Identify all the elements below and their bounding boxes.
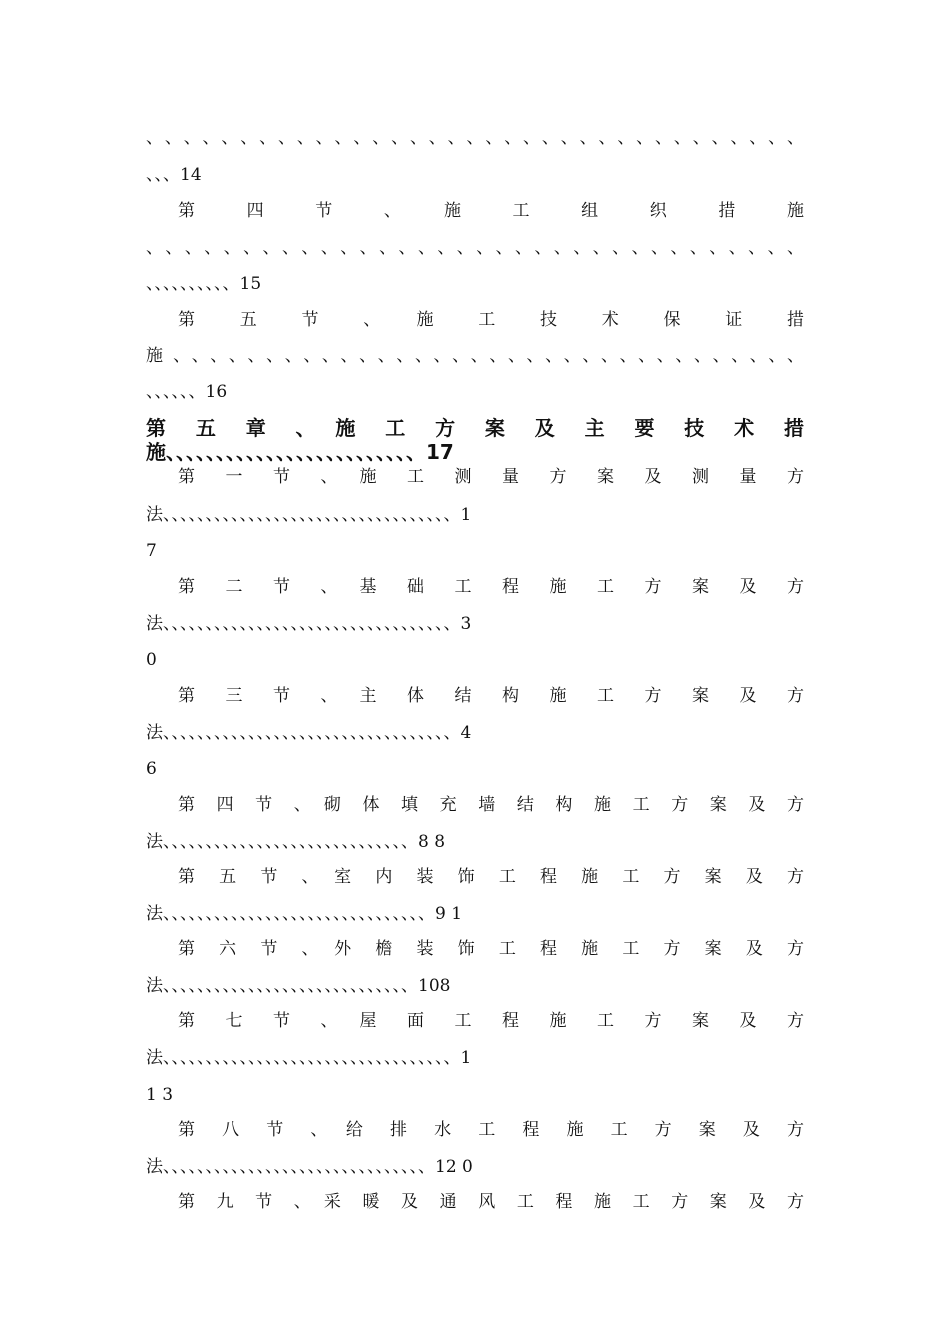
toc-line-24: 第 六 节 、 外 檐 装 饰 工 程 施 工 方 案 及 方 <box>178 939 804 959</box>
toc-line-28: 1 3 <box>146 1085 174 1105</box>
toc-line-14: 第 二 节 、 基 础 工 程 施 工 方 案 及 方 <box>178 577 804 597</box>
toc-line-22: 第 五 节 、 室 内 装 饰 工 程 施 工 方 案 及 方 <box>178 867 804 887</box>
toc-line-26: 第 七 节 、 屋 面 工 程 施 工 方 案 及 方 <box>178 1011 804 1031</box>
toc-line-27: 法、、、、、、、、、、、、、、、、、、、、、、、、、、、、、、、、、、1 <box>146 1048 472 1068</box>
toc-line-11: 第 一 节 、 施 工 测 量 方 案 及 测 量 方 <box>178 467 804 487</box>
toc-line-19: 6 <box>146 759 157 779</box>
toc-line-12: 法、、、、、、、、、、、、、、、、、、、、、、、、、、、、、、、、、、1 <box>146 505 472 525</box>
toc-line-15: 法、、、、、、、、、、、、、、、、、、、、、、、、、、、、、、、、、、3 <box>146 614 472 634</box>
toc-line-6: 第 五 节 、 施 工 技 术 保 证 措 <box>178 310 804 330</box>
toc-line-5: 、、、、、、、、、、15 <box>146 274 262 294</box>
toc-line-13: 7 <box>146 541 157 561</box>
chapter-heading: 第 五 章 、 施 工 方 案 及 主 要 技 术 措 <box>146 417 804 439</box>
toc-line-18: 法、、、、、、、、、、、、、、、、、、、、、、、、、、、、、、、、、、4 <box>146 723 472 743</box>
toc-line-1: 、、、、、、、、、、、、、、、、、、、、、、、、、、、、、、、、、、、 <box>146 128 804 148</box>
toc-line-16: 0 <box>146 650 157 670</box>
toc-line-30: 法、、、、、、、、、、、、、、、、、、、、、、、、、、、、、、、12 0 <box>146 1157 473 1177</box>
toc-line-29: 第 八 节 、 给 排 水 工 程 施 工 方 案 及 方 <box>178 1120 804 1140</box>
toc-line-23: 法、、、、、、、、、、、、、、、、、、、、、、、、、、、、、、、9 1 <box>146 904 463 924</box>
chapter-heading-cont: 施、、、、、、、、、、、、、、、、、、、、、、、、、17 <box>146 441 454 463</box>
toc-line-7: 施、、、、、、、、、、、、、、、、、、、、、、、、、、、、、、、、、、 <box>146 346 804 366</box>
toc-line-21: 法、、、、、、、、、、、、、、、、、、、、、、、、、、、、、8 8 <box>146 832 446 852</box>
toc-line-25: 法、、、、、、、、、、、、、、、、、、、、、、、、、、、、、108 <box>146 976 451 996</box>
toc-line-20: 第 四 节 、 砌 体 填 充 墙 结 构 施 工 方 案 及 方 <box>178 795 804 815</box>
toc-line-3: 第 四 节 、 施 工 组 织 措 施 <box>178 201 804 221</box>
toc-line-4: 、、、、、、、、、、、、、、、、、、、、、、、、、、、、、、、、、、 <box>146 238 804 258</box>
toc-line-31: 第 九 节 、 采 暖 及 通 风 工 程 施 工 方 案 及 方 <box>178 1192 804 1212</box>
toc-line-8: 、、、、、、16 <box>146 382 228 402</box>
toc-line-17: 第 三 节 、 主 体 结 构 施 工 方 案 及 方 <box>178 686 804 706</box>
toc-line-2: 、、、14 <box>146 165 202 185</box>
